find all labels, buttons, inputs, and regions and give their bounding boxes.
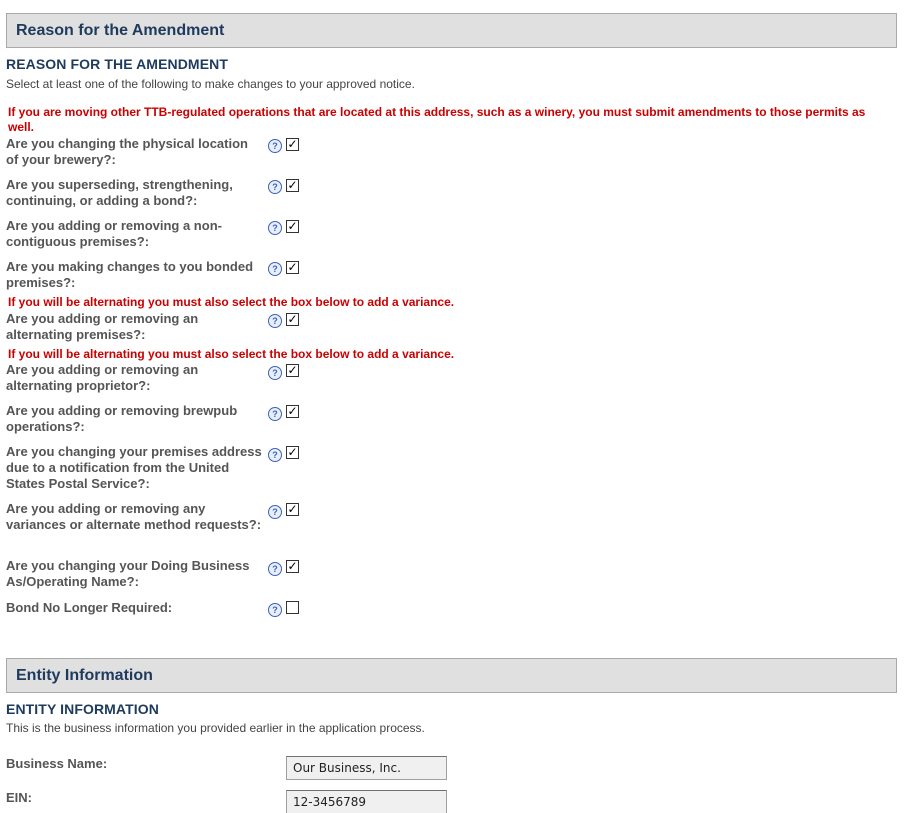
question-label-bond-not-required: Bond No Longer Required: bbox=[6, 600, 173, 615]
question-label-usps-address: Are you changing your premises address due to a notification from the United States Postal Service?: bbox=[6, 444, 262, 491]
entity-section-description: This is the business information you provided earlier in the application process. bbox=[6, 721, 425, 735]
reason-section-description: Select at least one of the following to make changes to your approved notice. bbox=[6, 77, 415, 91]
warning-alternating-proprietor: If you will be alternating you must also select the box below to add a variance. bbox=[8, 347, 455, 361]
question-label-brewpub: Are you adding or removing brewpub operations?: bbox=[6, 403, 238, 434]
question-label-bonded-premises: Are you making changes to you bonded premises?: bbox=[6, 259, 254, 290]
ein-field[interactable]: 12-3456789 bbox=[286, 790, 447, 813]
ein-label: EIN: bbox=[6, 790, 32, 805]
checkbox-bonded-premises[interactable] bbox=[286, 261, 299, 274]
checkmark-icon: ✓ bbox=[287, 363, 298, 377]
checkbox-dba[interactable] bbox=[286, 560, 299, 573]
question-label-bond: Are you superseding, strengthening, continuing, or adding a bond?: bbox=[6, 177, 233, 208]
checkbox-bond[interactable] bbox=[286, 179, 299, 192]
entity-section-title: ENTITY INFORMATION bbox=[6, 701, 159, 717]
reason-section-title: REASON FOR THE AMENDMENT bbox=[6, 56, 228, 72]
checkbox-bond-not-required[interactable] bbox=[286, 601, 299, 614]
question-circle-icon[interactable]: ? bbox=[268, 221, 282, 235]
warning-alternating-premises: If you will be alternating you must also select the box below to add a variance. bbox=[8, 295, 455, 309]
question-label-noncontiguous: Are you adding or removing a non-contiguous premises?: bbox=[6, 218, 222, 249]
question-circle-icon[interactable]: ? bbox=[268, 562, 282, 576]
question-circle-icon[interactable]: ? bbox=[268, 314, 282, 328]
checkmark-icon: ✓ bbox=[287, 445, 298, 459]
checkbox-variances[interactable] bbox=[286, 503, 299, 516]
checkbox-brewpub[interactable] bbox=[286, 405, 299, 418]
checkmark-icon: ✓ bbox=[287, 404, 298, 418]
question-label-variances: Are you adding or removing any variances or alternate method requests?: bbox=[6, 501, 262, 532]
question-circle-icon[interactable]: ? bbox=[268, 366, 282, 380]
entity-section-header bbox=[6, 658, 897, 693]
checkbox-change-location[interactable] bbox=[286, 138, 299, 151]
checkbox-alternating-proprietor[interactable] bbox=[286, 364, 299, 377]
checkbox-alternating-premises[interactable] bbox=[286, 313, 299, 326]
reason-section-header bbox=[6, 13, 897, 48]
checkmark-icon: ✓ bbox=[287, 502, 298, 516]
question-label-alternating-premises: Are you adding or removing an alternating premises?: bbox=[6, 311, 199, 342]
question-circle-icon[interactable]: ? bbox=[268, 603, 282, 617]
checkmark-icon: ✓ bbox=[287, 559, 298, 573]
question-label-change-location: Are you changing the physical location of your brewery?: bbox=[6, 136, 248, 167]
reason-section-header-title: Reason for the Amendment bbox=[16, 22, 225, 39]
checkbox-usps-address[interactable] bbox=[286, 446, 299, 459]
business-name-field[interactable]: Our Business, Inc. bbox=[286, 756, 447, 780]
warning-other-operations: If you are moving other TTB-regulated operations that are located at this address, such as a winery, you must submit amendments to those permits as well. bbox=[8, 105, 866, 134]
question-circle-icon[interactable]: ? bbox=[268, 180, 282, 194]
checkmark-icon: ✓ bbox=[287, 312, 298, 326]
question-circle-icon[interactable]: ? bbox=[268, 448, 282, 462]
business-name-label: Business Name: bbox=[6, 756, 108, 771]
question-circle-icon[interactable]: ? bbox=[268, 407, 282, 421]
question-circle-icon[interactable]: ? bbox=[268, 139, 282, 153]
checkmark-icon: ✓ bbox=[287, 219, 298, 233]
checkmark-icon: ✓ bbox=[287, 260, 298, 274]
checkmark-icon: ✓ bbox=[287, 137, 298, 151]
question-circle-icon[interactable]: ? bbox=[268, 505, 282, 519]
checkmark-icon: ✓ bbox=[287, 178, 298, 192]
entity-section-header-title: Entity Information bbox=[16, 667, 153, 684]
question-circle-icon[interactable]: ? bbox=[268, 262, 282, 276]
checkbox-noncontiguous[interactable] bbox=[286, 220, 299, 233]
question-label-alternating-proprietor: Are you adding or removing an alternating proprietor?: bbox=[6, 362, 199, 393]
question-label-dba: Are you changing your Doing Business As/Operating Name?: bbox=[6, 558, 250, 589]
